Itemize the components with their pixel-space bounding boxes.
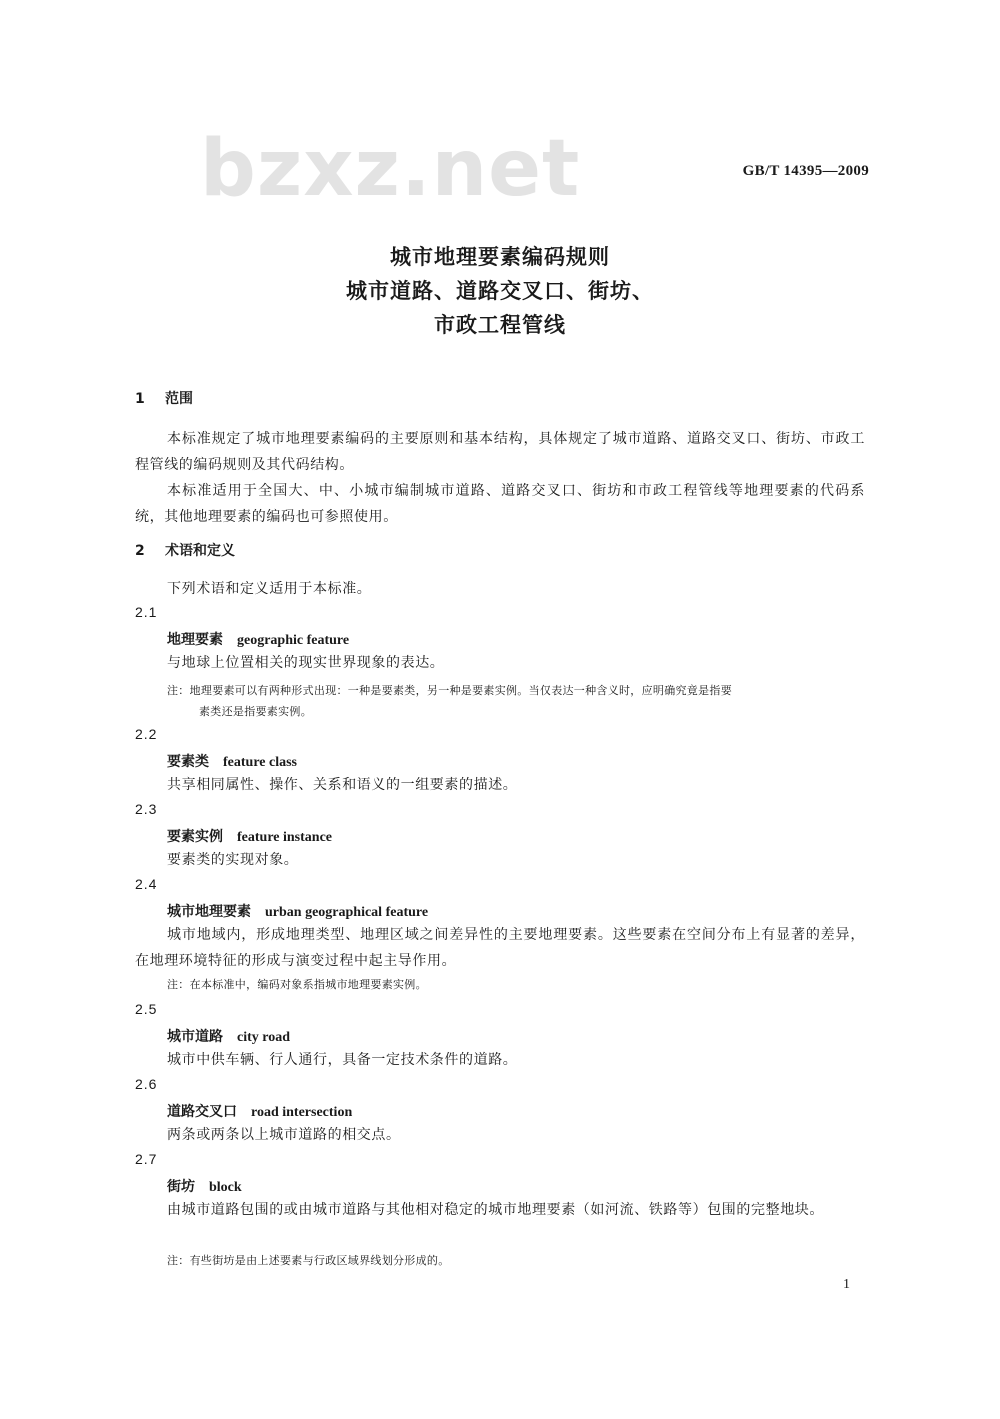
term-definition: 由城市道路包围的或由城市道路与其他相对稳定的城市地理要素（如河流、铁路等）包围的完整地块。 xyxy=(167,1202,824,1218)
term-number: 2.2 xyxy=(135,726,158,742)
term-en: urban geographical feature xyxy=(265,905,429,920)
section-number: 2 xyxy=(135,543,145,559)
term-zh: 城市地理要素 xyxy=(167,904,251,920)
term-zh: 地理要素 xyxy=(167,632,223,648)
term-heading xyxy=(135,901,897,921)
term-heading xyxy=(135,1176,897,1196)
document-title xyxy=(0,240,1000,342)
term-definition: 城市中供车辆、行人通行，具备一定技术条件的道路。 xyxy=(167,1052,518,1068)
terms-intro: 下列术语和定义适用于本标准。 xyxy=(167,581,372,597)
term-heading xyxy=(135,629,897,649)
term-definition: 与地球上位置相关的现实世界现象的表达。 xyxy=(167,655,445,671)
term-en: block xyxy=(209,1180,242,1195)
term-note xyxy=(135,680,897,722)
term-number: 2.1 xyxy=(135,604,158,620)
note-line-2: 素类还是指要素实例。 xyxy=(199,705,312,718)
term-heading xyxy=(135,1101,897,1121)
term-number: 2.4 xyxy=(135,876,158,892)
term-note: 注：有些街坊是由上述要素与行政区域界线划分形成的。 xyxy=(167,1254,450,1267)
term-definition: 共享相同属性、操作、关系和语义的一组要素的描述。 xyxy=(167,777,518,793)
term-number: 2.7 xyxy=(135,1151,158,1167)
term-number: 2.5 xyxy=(135,1001,158,1017)
term-heading xyxy=(135,826,897,846)
term-definition: 两条或两条以上城市道路的相交点。 xyxy=(167,1127,401,1143)
term-heading xyxy=(135,751,897,771)
scope-paragraph-1: 本标准规定了城市地理要素编码的主要原则和基本结构，具体规定了城市道路、道路交叉口、街坊、市政工程管线的编码规则及其代码结构。 xyxy=(135,431,865,473)
standard-code: GB/T 14395—2009 xyxy=(742,163,869,179)
title-line-2: 城市道路、道路交叉口、街坊、 xyxy=(346,279,654,303)
watermark: bzxz.net xyxy=(200,124,581,214)
term-heading xyxy=(135,1026,897,1046)
term-zh: 要素类 xyxy=(167,754,209,770)
term-en: road intersection xyxy=(251,1105,353,1120)
section-number: 1 xyxy=(135,391,145,407)
section-1-heading xyxy=(135,388,865,408)
term-en: city road xyxy=(237,1030,291,1045)
term-definition: 城市地域内，形成地理类型、地理区域之间差异性的主要地理要素。这些要素在空间分布上有显著的差异，在地理环境特征的形成与演变过程中起主导作用。 xyxy=(135,927,865,969)
note-line-1: 注：地理要素可以有两种形式出现：一种是要素类，另一种是要素实例。当仅表达一种含义时，应明确究竟是指要 xyxy=(167,684,732,697)
page-number: 1 xyxy=(843,1277,850,1292)
term-note: 注：在本标准中，编码对象系指城市地理要素实例。 xyxy=(167,978,427,991)
term-definition: 要素类的实现对象。 xyxy=(167,852,299,868)
title-line-1: 城市地理要素编码规则 xyxy=(390,245,610,269)
section-2-heading xyxy=(135,540,865,560)
term-zh: 城市道路 xyxy=(167,1029,223,1045)
scope-paragraph-2: 本标准适用于全国大、中、小城市编制城市道路、道路交叉口、街坊和市政工程管线等地理要素的代码系统，其他地理要素的编码也可参照使用。 xyxy=(135,483,865,525)
term-zh: 道路交叉口 xyxy=(167,1104,237,1120)
term-en: feature instance xyxy=(237,830,332,845)
term-number: 2.6 xyxy=(135,1076,158,1092)
term-number: 2.3 xyxy=(135,801,158,817)
term-zh: 街坊 xyxy=(167,1179,195,1195)
term-zh: 要素实例 xyxy=(167,829,223,845)
section-title: 范围 xyxy=(165,391,193,407)
section-title: 术语和定义 xyxy=(165,543,235,559)
term-en: geographic feature xyxy=(237,633,350,648)
title-line-3: 市政工程管线 xyxy=(434,313,566,337)
term-en: feature class xyxy=(223,755,297,770)
